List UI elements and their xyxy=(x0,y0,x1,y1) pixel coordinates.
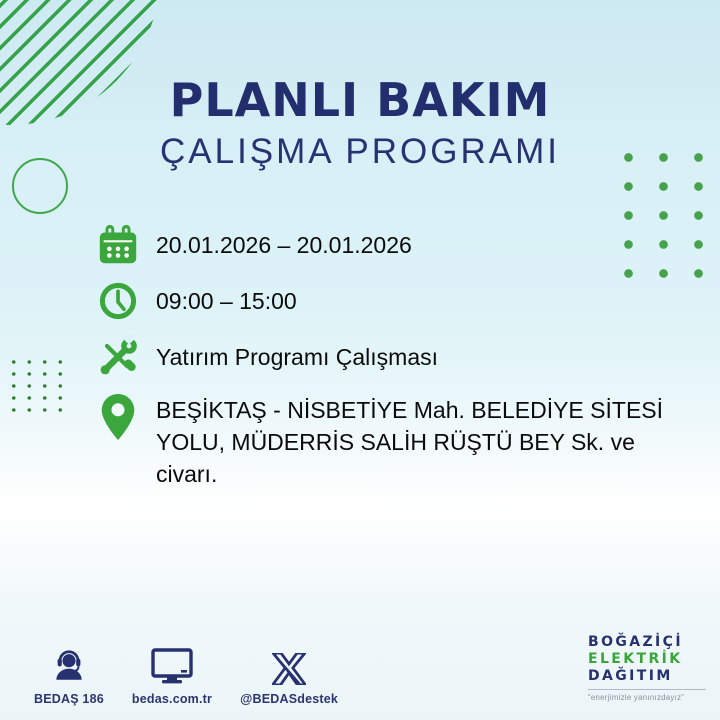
time-row xyxy=(94,278,674,324)
time-range: 09:00 – 15:00 xyxy=(156,288,297,314)
dots-grid-left-decoration xyxy=(6,356,68,416)
page-subtitle: ÇALIŞMA PROGRAMI xyxy=(159,132,561,172)
date-range: 20.01.2026 – 20.01.2026 xyxy=(156,232,412,258)
brand-line-2: ELEKTRİK xyxy=(588,651,683,667)
bedas-brand-logo xyxy=(588,634,706,702)
tools-icon xyxy=(94,334,142,380)
monitor-icon xyxy=(150,643,194,685)
contact-label-social: @BEDASdestek xyxy=(240,692,339,706)
headset-agent-icon xyxy=(50,643,88,685)
brand-divider xyxy=(588,689,706,690)
brand-line-3: DAĞITIM xyxy=(588,668,673,684)
contact-label-website: bedas.com.tr xyxy=(131,692,213,706)
work-type-row xyxy=(94,334,674,380)
contact-social xyxy=(240,643,338,706)
page-title: PLANLI BAKIM xyxy=(169,73,551,127)
title-block xyxy=(0,73,720,172)
contact-label-phone: BEDAŞ 186 xyxy=(34,692,104,706)
date-row xyxy=(94,222,674,268)
location-row xyxy=(94,394,674,490)
brand-line-1: BOĞAZİÇİ xyxy=(588,634,683,650)
contact-call-center xyxy=(34,643,104,706)
clock-icon xyxy=(94,278,142,324)
location-address: BEŞİKTAŞ - NİSBETİYE Mah. BELEDİYE SİTESİ YOLU, MÜDERRİS SALİH RÜŞTÜ BEY Sk. ve civarı. xyxy=(156,397,664,487)
calendar-icon xyxy=(94,222,142,268)
footer-contacts xyxy=(34,643,338,706)
x-twitter-icon xyxy=(272,643,306,685)
work-type: Yatırım Programı Çalışması xyxy=(156,344,439,370)
contact-website xyxy=(132,643,212,706)
brand-tagline: “enerjimizle yanınızdayız” xyxy=(588,693,685,702)
maintenance-info-list xyxy=(94,222,674,500)
location-pin-icon xyxy=(94,394,142,440)
